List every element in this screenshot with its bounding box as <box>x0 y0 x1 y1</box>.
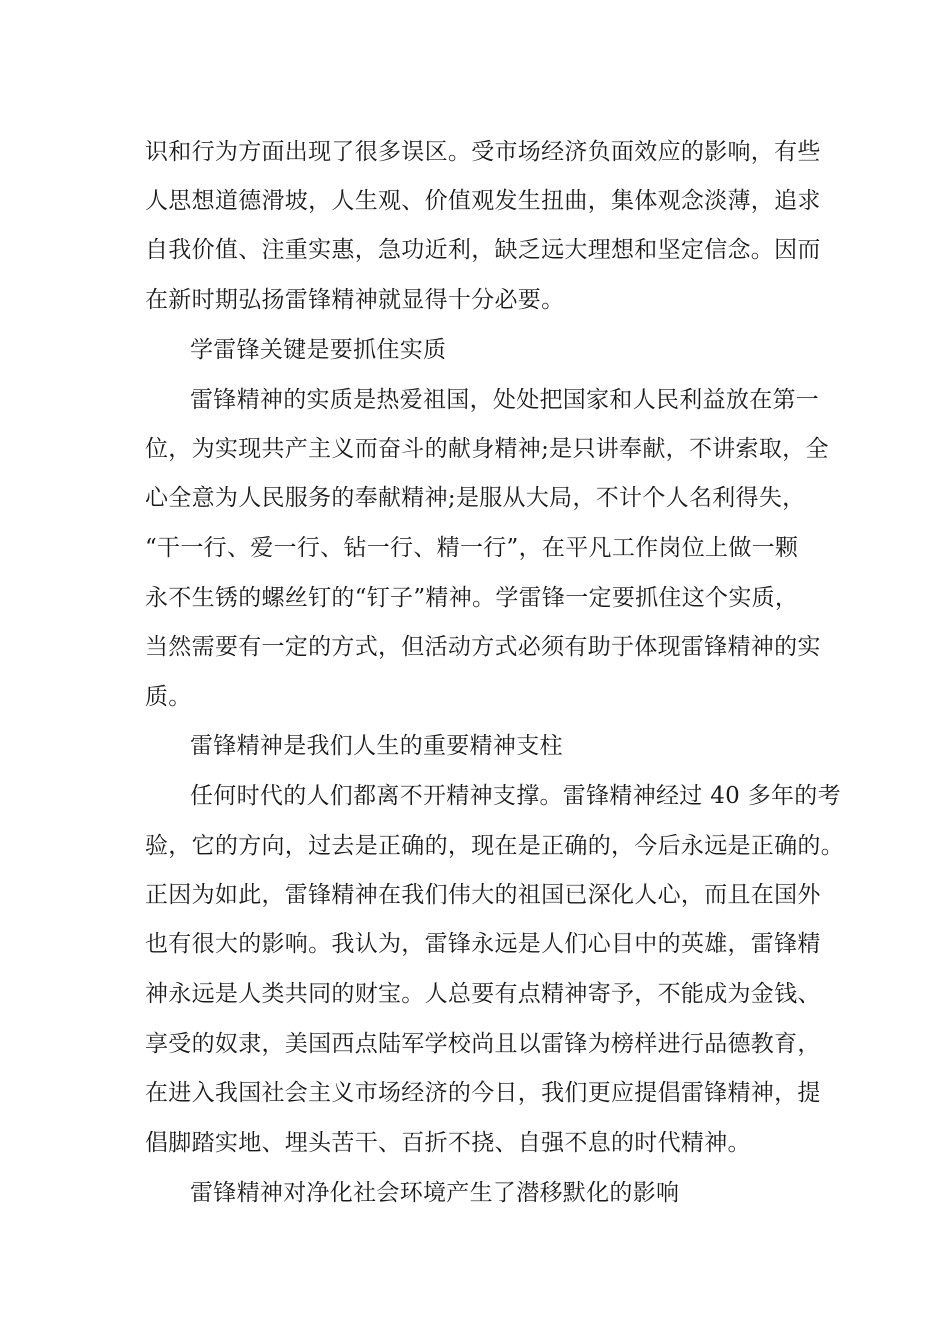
text-line: 识和行为方面出现了很多误区。受市场经济负面效应的影响，有些 <box>145 139 821 165</box>
text-line: 自我价值、注重实惠，急功近利，缺乏远大理想和坚定信念。因而 <box>145 237 821 263</box>
section-heading: 雷锋精神对净化社会环境产生了潜移默化的影响 <box>190 1180 680 1206</box>
text-line: 神永远是人类共同的财宝。人总要有点精神寄予，不能成为金钱、 <box>145 981 821 1007</box>
text-line: 在新时期弘扬雷锋精神就显得十分必要。 <box>145 287 565 313</box>
text-line: “干一行、爱一行、钻一行、精一行”，在平凡工作岗位上做一颗 <box>145 535 799 561</box>
section-heading: 雷锋精神是我们人生的重要精神支柱 <box>190 733 563 759</box>
text-line: 倡脚踏实地、埋头苦干、百折不挠、自强不息的时代精神。 <box>145 1130 751 1156</box>
text-line: 当然需要有一定的方式，但活动方式必须有助于体现雷锋精神的实 <box>145 634 821 660</box>
text-line: 也有很大的影响。我认为，雷锋永远是人们心目中的英雄，雷锋精 <box>145 931 821 957</box>
text-line: 心全意为人民服务的奉献精神;是服从大局，不计个人名利得失， <box>145 485 806 511</box>
text-line: 验，它的方向，过去是正确的，现在是正确的，今后永远是正确的。 <box>145 833 844 859</box>
text-line: 享受的奴隶，美国西点陆军学校尚且以雷锋为榜样进行品德教育， <box>145 1031 821 1057</box>
text-line: 正因为如此，雷锋精神在我们伟大的祖国已深化人心，而且在国外 <box>145 882 821 908</box>
section-heading: 学雷锋关键是要抓住实质 <box>190 337 447 363</box>
text-line: 雷锋精神的实质是热爱祖国，处处把国家和人民利益放在第一 <box>190 387 820 413</box>
text-line: 位，为实现共产主义而奋斗的献身精神;是只讲奉献，不讲索取，全 <box>145 436 829 462</box>
text-line: 人思想道德滑坡，人生观、价值观发生扭曲，集体观念淡薄，追求 <box>145 188 821 214</box>
text-line: 永不生锈的螺丝钉的“钉子”精神。学雷锋一定要抓住这个实质， <box>145 585 799 611</box>
text-line: 在进入我国社会主义市场经济的今日，我们更应提倡雷锋精神，提 <box>145 1080 821 1106</box>
text-line: 任何时代的人们都离不开精神支撑。雷锋精神经过 40 多年的考 <box>190 783 841 809</box>
text-line: 质。 <box>145 684 192 710</box>
